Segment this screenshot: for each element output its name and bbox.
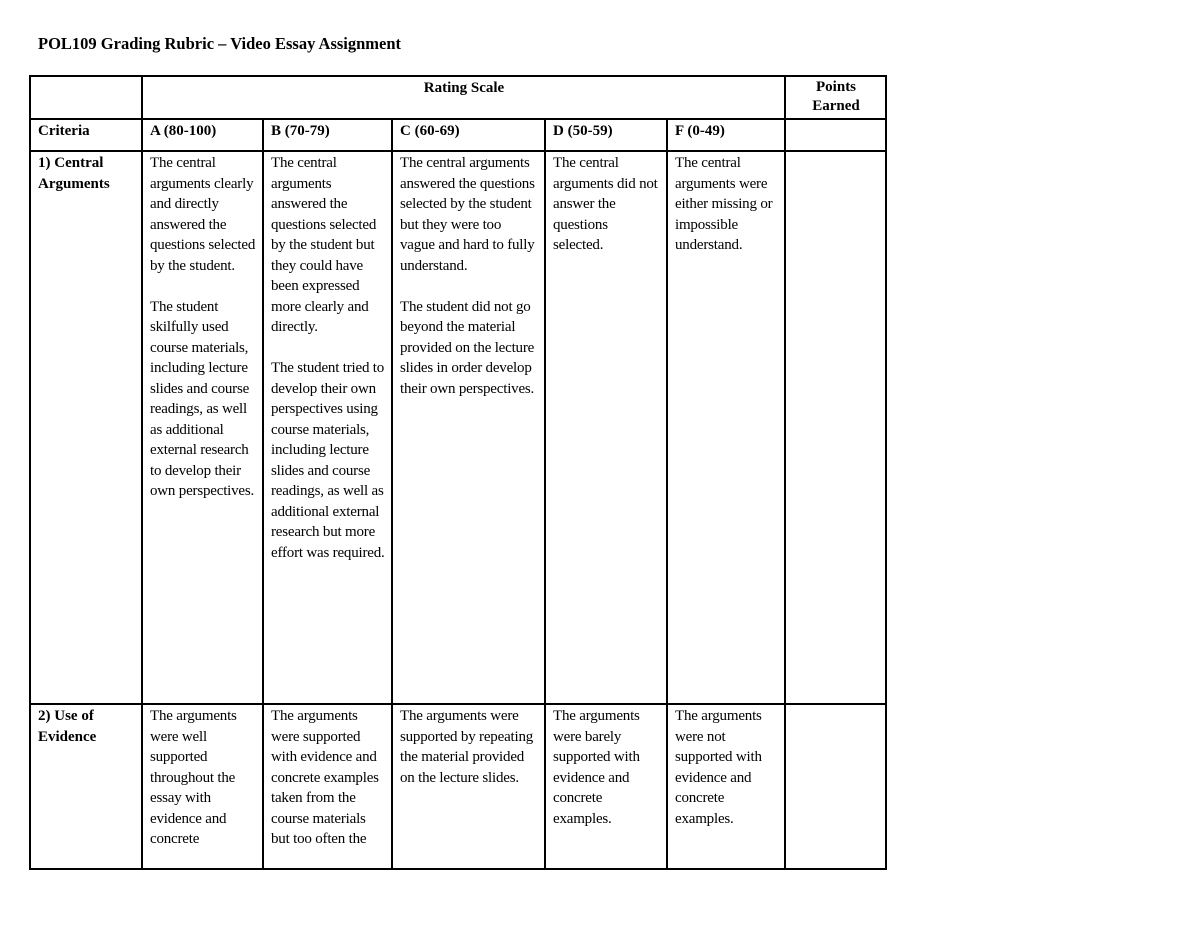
descriptor-text: The central arguments clearly and directly answered the questions selected by the student. (150, 155, 256, 274)
criterion-name: 1) Central Arguments (38, 155, 110, 192)
descriptor-cell-d (545, 704, 667, 869)
descriptor-cell-a (142, 704, 263, 869)
descriptor-text: The arguments were barely supported with evidence and concrete examples. (553, 708, 640, 827)
descriptor-cell-c (392, 704, 545, 869)
blank-header-cell (30, 76, 142, 119)
descriptor-text: The central arguments answered the questions selected by the student but they were too vague and hard to fully understand. (400, 155, 535, 274)
points-earned-label: Points Earned (812, 79, 860, 114)
criteria-header (30, 119, 142, 151)
descriptor-text: The arguments were supported by repeating the material provided on the lecture slides. (400, 708, 534, 786)
descriptor-cell-c (392, 151, 545, 704)
points-blank-cell (785, 119, 886, 151)
descriptor-text: The student skilfully used course materials, including lecture slides and course readings, as well as additional external research to develop their own perspectives. (150, 298, 255, 499)
points-earned-header (785, 76, 886, 119)
criterion-cell (30, 704, 142, 869)
points-earned-value (786, 152, 885, 153)
descriptor-text: The arguments were supported with evidence and concrete examples taken from the course materials but too often the (271, 708, 379, 847)
rating-scale-label: Rating Scale (423, 80, 505, 96)
descriptor-text: The student did not go beyond the material provided on the lecture slides in order develop their own perspectives. (400, 298, 535, 397)
criterion-cell (30, 151, 142, 704)
descriptor-cell-b (263, 151, 392, 704)
criterion-row-central-arguments (30, 151, 886, 704)
descriptor-text: The central arguments did not answer the questions selected. (553, 155, 658, 253)
grade-header-b (263, 119, 392, 151)
grade-header-f (667, 119, 785, 151)
descriptor-cell-b (263, 704, 392, 869)
criterion-row-use-of-evidence (30, 704, 886, 869)
descriptor-text: The student tried to develop their own perspectives using course materials, including lecture slides and course readings, as well as additional external research but more effort was required. (271, 360, 385, 561)
points-earned-value (786, 705, 885, 706)
rubric-table (29, 75, 887, 870)
descriptor-text: The arguments were well supported throughout the essay with evidence and concrete (150, 708, 237, 847)
descriptor-cell-f (667, 151, 785, 704)
descriptor-text: The central arguments answered the questions selected by the student but they could have been expressed more clearly and directly. (271, 155, 377, 335)
grade-label-a: A (80-100) (150, 123, 217, 139)
grade-header-d (545, 119, 667, 151)
grade-header-c (392, 119, 545, 151)
header-row (30, 76, 886, 119)
grade-label-d: D (50-59) (553, 123, 613, 139)
criterion-name: 2) Use of Evidence (38, 708, 97, 745)
descriptor-text: The arguments were not supported with evidence and concrete examples. (675, 708, 762, 827)
descriptor-text: The central arguments were either missing or impossible understand. (675, 155, 773, 253)
document-title: POL109 Grading Rubric – Video Essay Assignment (38, 34, 402, 53)
descriptor-cell-a (142, 151, 263, 704)
rating-scale-header (142, 76, 785, 119)
criteria-label: Criteria (38, 123, 90, 139)
descriptor-cell-f (667, 704, 785, 869)
grade-header-a (142, 119, 263, 151)
points-earned-cell[interactable] (785, 704, 886, 869)
points-earned-cell[interactable] (785, 151, 886, 704)
grade-label-f: F (0-49) (675, 123, 725, 139)
grade-label-b: B (70-79) (271, 123, 330, 139)
descriptor-cell-d (545, 151, 667, 704)
grade-label-c: C (60-69) (400, 123, 460, 139)
grade-header-row (30, 119, 886, 151)
